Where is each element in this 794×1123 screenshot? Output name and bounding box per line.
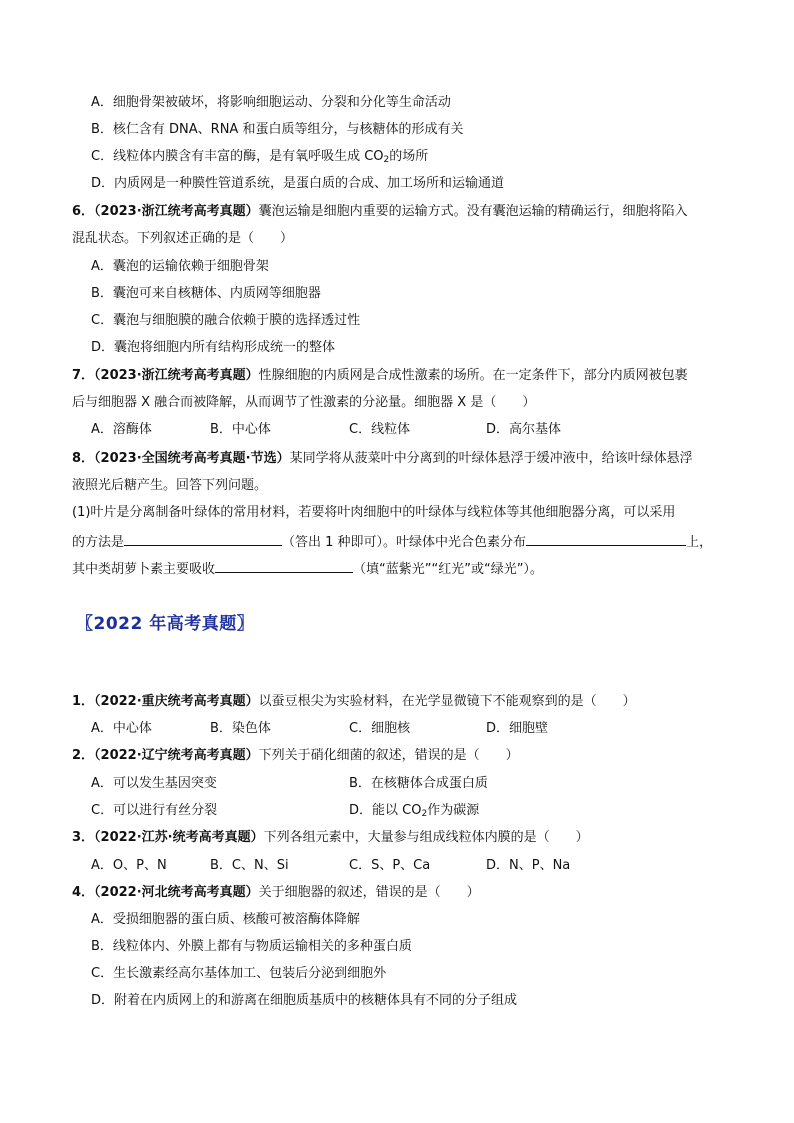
question-2022-3-option-a: A．O、P、N [91, 858, 167, 873]
answer-blank-2[interactable] [526, 531, 686, 546]
question-8-stem-cont: 液照光后糖产生。回答下列问题。 [72, 478, 268, 493]
question-8-part-1: (1)叶片是分离制备叶绿体的常用材料，若要将叶肉细胞中的叶绿体与线粒体等其他细胞器分离，可以采用 [72, 505, 676, 520]
question-2022-2-option-c: C．可以进行有丝分裂 [91, 803, 218, 818]
question-7-option-a: A．溶酶体 [91, 422, 152, 437]
question-7-option-b: B．中心体 [210, 422, 271, 437]
question-2022-2-option-a: A．可以发生基因突变 [91, 776, 217, 791]
question-2022-3-stem: 3．（2022·江苏·统考高考真题）下列各组元素中，大量参与组成线粒体内膜的是（ ） [72, 830, 589, 845]
question-2022-1-option-c: C．细胞核 [349, 721, 411, 736]
question-2022-2-option-d: D．能以 $CO_2$作为碳源 [349, 803, 480, 819]
section-title: 〖2022 年高考真题〗 [76, 614, 255, 634]
question-8-part-1-line-3: 其中类胡萝卜素主要吸收 （填“蓝紫光”“红光”或“绿光”）。 [72, 558, 543, 579]
prev-option-c: C．线粒体内膜含有丰富的酶，是有氧呼吸生成 $CO_2$的场所 [91, 149, 429, 165]
prev-option-a: A．细胞骨架被破坏，将影响细胞运动、分裂和分化等生命活动 [91, 95, 451, 110]
question-6-stem: 6．（2023·浙江统考高考真题）囊泡运输是细胞内重要的运输方式。没有囊泡运输的精确运行，细胞将陷入 [72, 204, 688, 219]
question-2022-2-option-b: B．在核糖体合成蛋白质 [349, 776, 488, 791]
question-2022-3-option-d: D．N、P、Na [486, 858, 571, 873]
question-2022-3-option-b: B．C、N、Si [210, 858, 289, 873]
question-2022-3-option-c: C．S、P、Ca [349, 858, 431, 873]
question-8-stem: 8．（2023·全国统考高考真题·节选）某同学将从菠菜叶中分离到的叶绿体悬浮于缓冲液中，给该叶绿体悬浮 [72, 451, 693, 466]
question-2022-1-option-a: A．中心体 [91, 721, 152, 736]
question-6-option-a: A．囊泡的运输依赖于细胞骨架 [91, 259, 269, 274]
question-2022-4-option-c: C．生长激素经高尔基体加工、包装后分泌到细胞外 [91, 966, 387, 981]
question-7-option-d: D．高尔基体 [486, 422, 562, 437]
question-2022-4-option-a: A．受损细胞器的蛋白质、核酸可被溶酶体降解 [91, 912, 360, 927]
question-2022-4-option-b: B．线粒体内、外膜上都有与物质运输相关的多种蛋白质 [91, 939, 412, 954]
question-2022-2-stem: 2．（2022·辽宁统考高考真题）下列关于硝化细菌的叙述，错误的是（ ） [72, 748, 519, 763]
question-2022-4-stem: 4．（2022·河北统考高考真题）关于细胞器的叙述，错误的是（ ） [72, 885, 480, 900]
question-6-option-b: B．囊泡可来自核糖体、内质网等细胞器 [91, 286, 321, 301]
question-6-stem-cont: 混乱状态。下列叙述正确的是（ ） [72, 231, 294, 246]
question-2022-1-option-d: D．细胞壁 [486, 721, 549, 736]
question-2022-1-option-b: B．染色体 [210, 721, 271, 736]
question-7-option-c: C．线粒体 [349, 422, 411, 437]
question-2022-4-option-d: D．附着在内质网上的和游离在细胞质基质中的核糖体具有不同的分子组成 [91, 993, 518, 1008]
question-6-option-c: C．囊泡与细胞膜的融合依赖于膜的选择透过性 [91, 313, 361, 328]
question-8-part-1-line-2: 的方法是 （答出 1 种即可）。叶绿体中光合色素分布 上， [72, 531, 712, 552]
prev-option-b: B．核仁含有 DNA、RNA 和蛋白质等组分，与核糖体的形成有关 [91, 122, 464, 137]
question-6-option-d: D．囊泡将细胞内所有结构形成统一的整体 [91, 340, 336, 355]
answer-blank-1[interactable] [124, 531, 282, 546]
question-2022-1-stem: 1．（2022·重庆统考高考真题）以蚕豆根尖为实验材料，在光学显微镜下不能观察到的是（ ） [72, 694, 636, 709]
answer-blank-3[interactable] [215, 558, 353, 573]
question-7-stem: 7．（2023·浙江统考高考真题）性腺细胞的内质网是合成性激素的场所。在一定条件下，部分内质网被包裹 [72, 368, 688, 383]
prev-option-d: D．内质网是一种膜性管道系统，是蛋白质的合成、加工场所和运输通道 [91, 176, 505, 191]
question-7-stem-cont: 后与细胞器 X 融合而被降解，从而调节了性激素的分泌量。细胞器 X 是（ ） [72, 395, 536, 410]
